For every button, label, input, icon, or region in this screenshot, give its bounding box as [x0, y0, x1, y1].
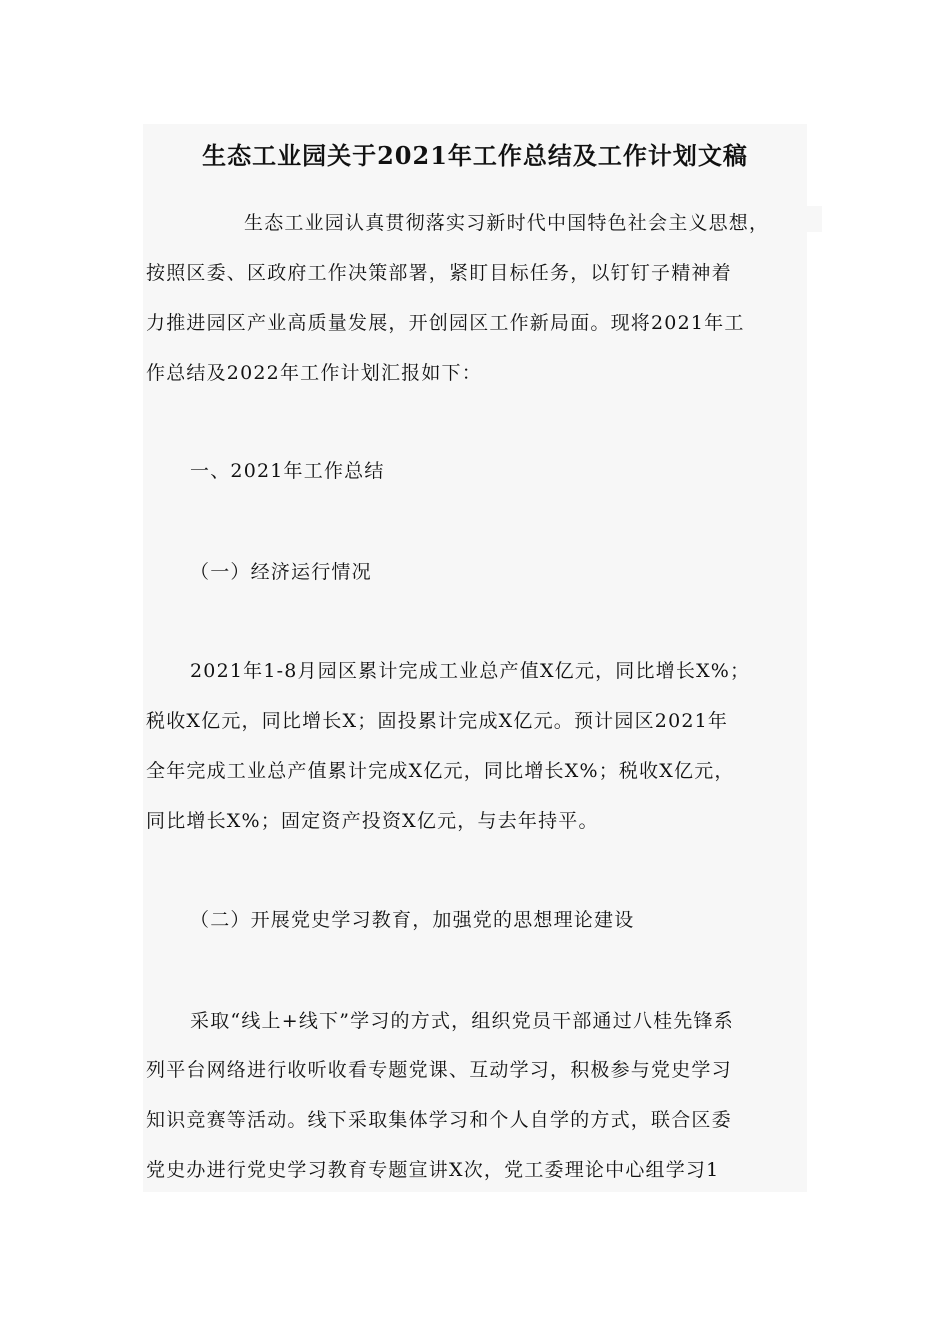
body-line: 列平台网络进行收听收看专题党课、互动学习，积极参与党史学习	[146, 1059, 732, 1081]
document-title: 生态工业园关于2021年工作总结及工作计划文稿	[202, 141, 748, 170]
intro-line: 作总结及2022年工作计划汇报如下：	[146, 362, 482, 384]
body-line: 知识竞赛等活动。线下采取集体学习和个人自学的方式，联合区委	[146, 1109, 732, 1131]
subsection-heading: （二）开展党史学习教育，加强党的思想理论建设	[190, 909, 635, 931]
body-line: 同比增长X%；固定资产投资X亿元，与去年持平。	[146, 810, 599, 832]
subsection-heading: （一）经济运行情况	[190, 561, 372, 583]
body-line: 税收X亿元，同比增长X；固投累计完成X亿元。预计园区2021年	[146, 710, 729, 732]
intro-line: 生态工业园认真贯彻落实习新时代中国特色社会主义思想，	[244, 212, 770, 234]
body-line: 采取“线上+线下”学习的方式，组织党员干部通过八桂先锋系	[190, 1010, 734, 1032]
body-line: 党史办进行党史学习教育专题宣讲X次，党工委理论中心组学习1	[146, 1159, 720, 1181]
body-line: 2021年1-8月园区累计完成工业总产值X亿元，同比增长X%；	[190, 660, 751, 682]
body-line: 全年完成工业总产值累计完成X亿元，同比增长X%；税收X亿元，	[146, 760, 735, 782]
intro-line: 按照区委、区政府工作决策部署，紧盯目标任务，以钉钉子精神着	[146, 262, 732, 284]
page-background-edge	[800, 206, 822, 232]
intro-line: 力推进园区产业高质量发展，开创园区工作新局面。现将2021年工	[146, 312, 745, 334]
section-heading: 一、2021年工作总结	[190, 460, 385, 482]
